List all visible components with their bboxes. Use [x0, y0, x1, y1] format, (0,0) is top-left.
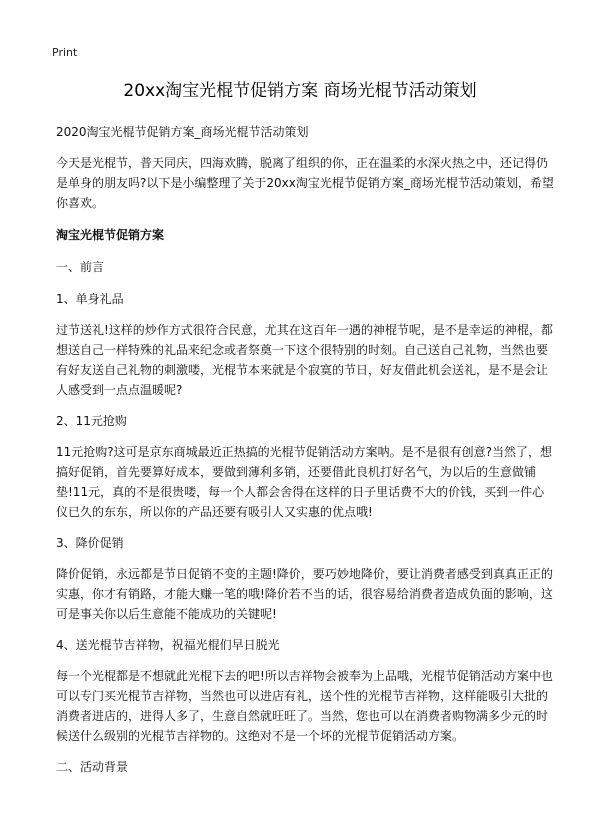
- section-background: 二、活动背景: [56, 760, 129, 774]
- item-title-single-gift: 1、单身礼品: [56, 292, 124, 306]
- document-title: 20xx淘宝光棍节促销方案 商场光棍节活动策划: [123, 81, 477, 101]
- document-body: [56, 122, 556, 789]
- item-body-price-cut: 降价促销，永远都是节日促销不变的主题!降价，要巧妙地降价，要让消费者感受到真真正正的实惠，你才有销路，才能大赚一笔的哦!降价若不当的话，很容易给消费者造成负面的影响，这可是事关你以后生意能不能成功的关键呢!: [56, 567, 553, 621]
- item-title-price-cut: 3、降价促销: [56, 536, 124, 550]
- item-body-single-gift: 过节送礼!这样的炒作方式很符合民意，尤其在这百年一遇的神棍节呢，是不是幸运的神棍，都想送自己一样特殊的礼品来纪念或者祭奠一下这个很特别的时刻。自己送自己礼物，当然也要有好友送自己礼物的刺激喽，光棍节本来就是个寂寞的节日，好友借此机会送礼，是不是会让人感受到一点点温暖呢?: [56, 323, 553, 397]
- item-body-11-yuan: 11元抢购?这可是京东商城最近正热搞的光棍节促销活动方案呐。是不是很有创意?当然了，想搞好促销，首先要算好成本，要做到薄利多销，还要借此良机打好名气，为以后的生意做铺垫!11元，真的不是很贵喽，每一个人都会舍得在这样的日子里话费不大的价钱，买到一件心仪已久的东东，所以你的产品还要有吸引人又实惠的优点哦!: [56, 445, 553, 519]
- item-body-mascot: 每一个光棍都是不想就此光棍下去的吧!所以吉祥物会被奉为上品哦，光棍节促销活动方案中也可以专门买光棍节吉祥物，当然也可以进店有礼，送个性的光棍节吉祥物，这样能吸引大批的消费者进店的，进得人多了，生意自然就旺旺了。当然，您也可以在消费者购物满多少元的时候送什么级别的光棍节吉祥物的。这绝对不是一个坏的光棍节促销活动方案。: [56, 669, 553, 743]
- section-preface: 一、前言: [56, 260, 105, 274]
- item-title-11-yuan: 2、11元抢购: [56, 414, 127, 428]
- item-title-mascot: 4、送光棍节吉祥物，祝福光棍们早日脱光: [56, 638, 280, 652]
- section-heading: 淘宝光棍节促销方案: [56, 228, 165, 242]
- print-label[interactable]: Print: [52, 46, 78, 59]
- intro-paragraph: 今天是光棍节，普天同庆，四海欢腾，脱离了组织的你，正在温柔的水深火热之中，还记得仍是单身的朋友吗?以下是小编整理了关于20xx淘宝光棍节促销方案_商场光棍节活动策划，希望你喜欢。: [56, 156, 554, 210]
- document-subtitle: 2020淘宝光棍节促销方案_商场光棍节活动策划: [56, 125, 309, 139]
